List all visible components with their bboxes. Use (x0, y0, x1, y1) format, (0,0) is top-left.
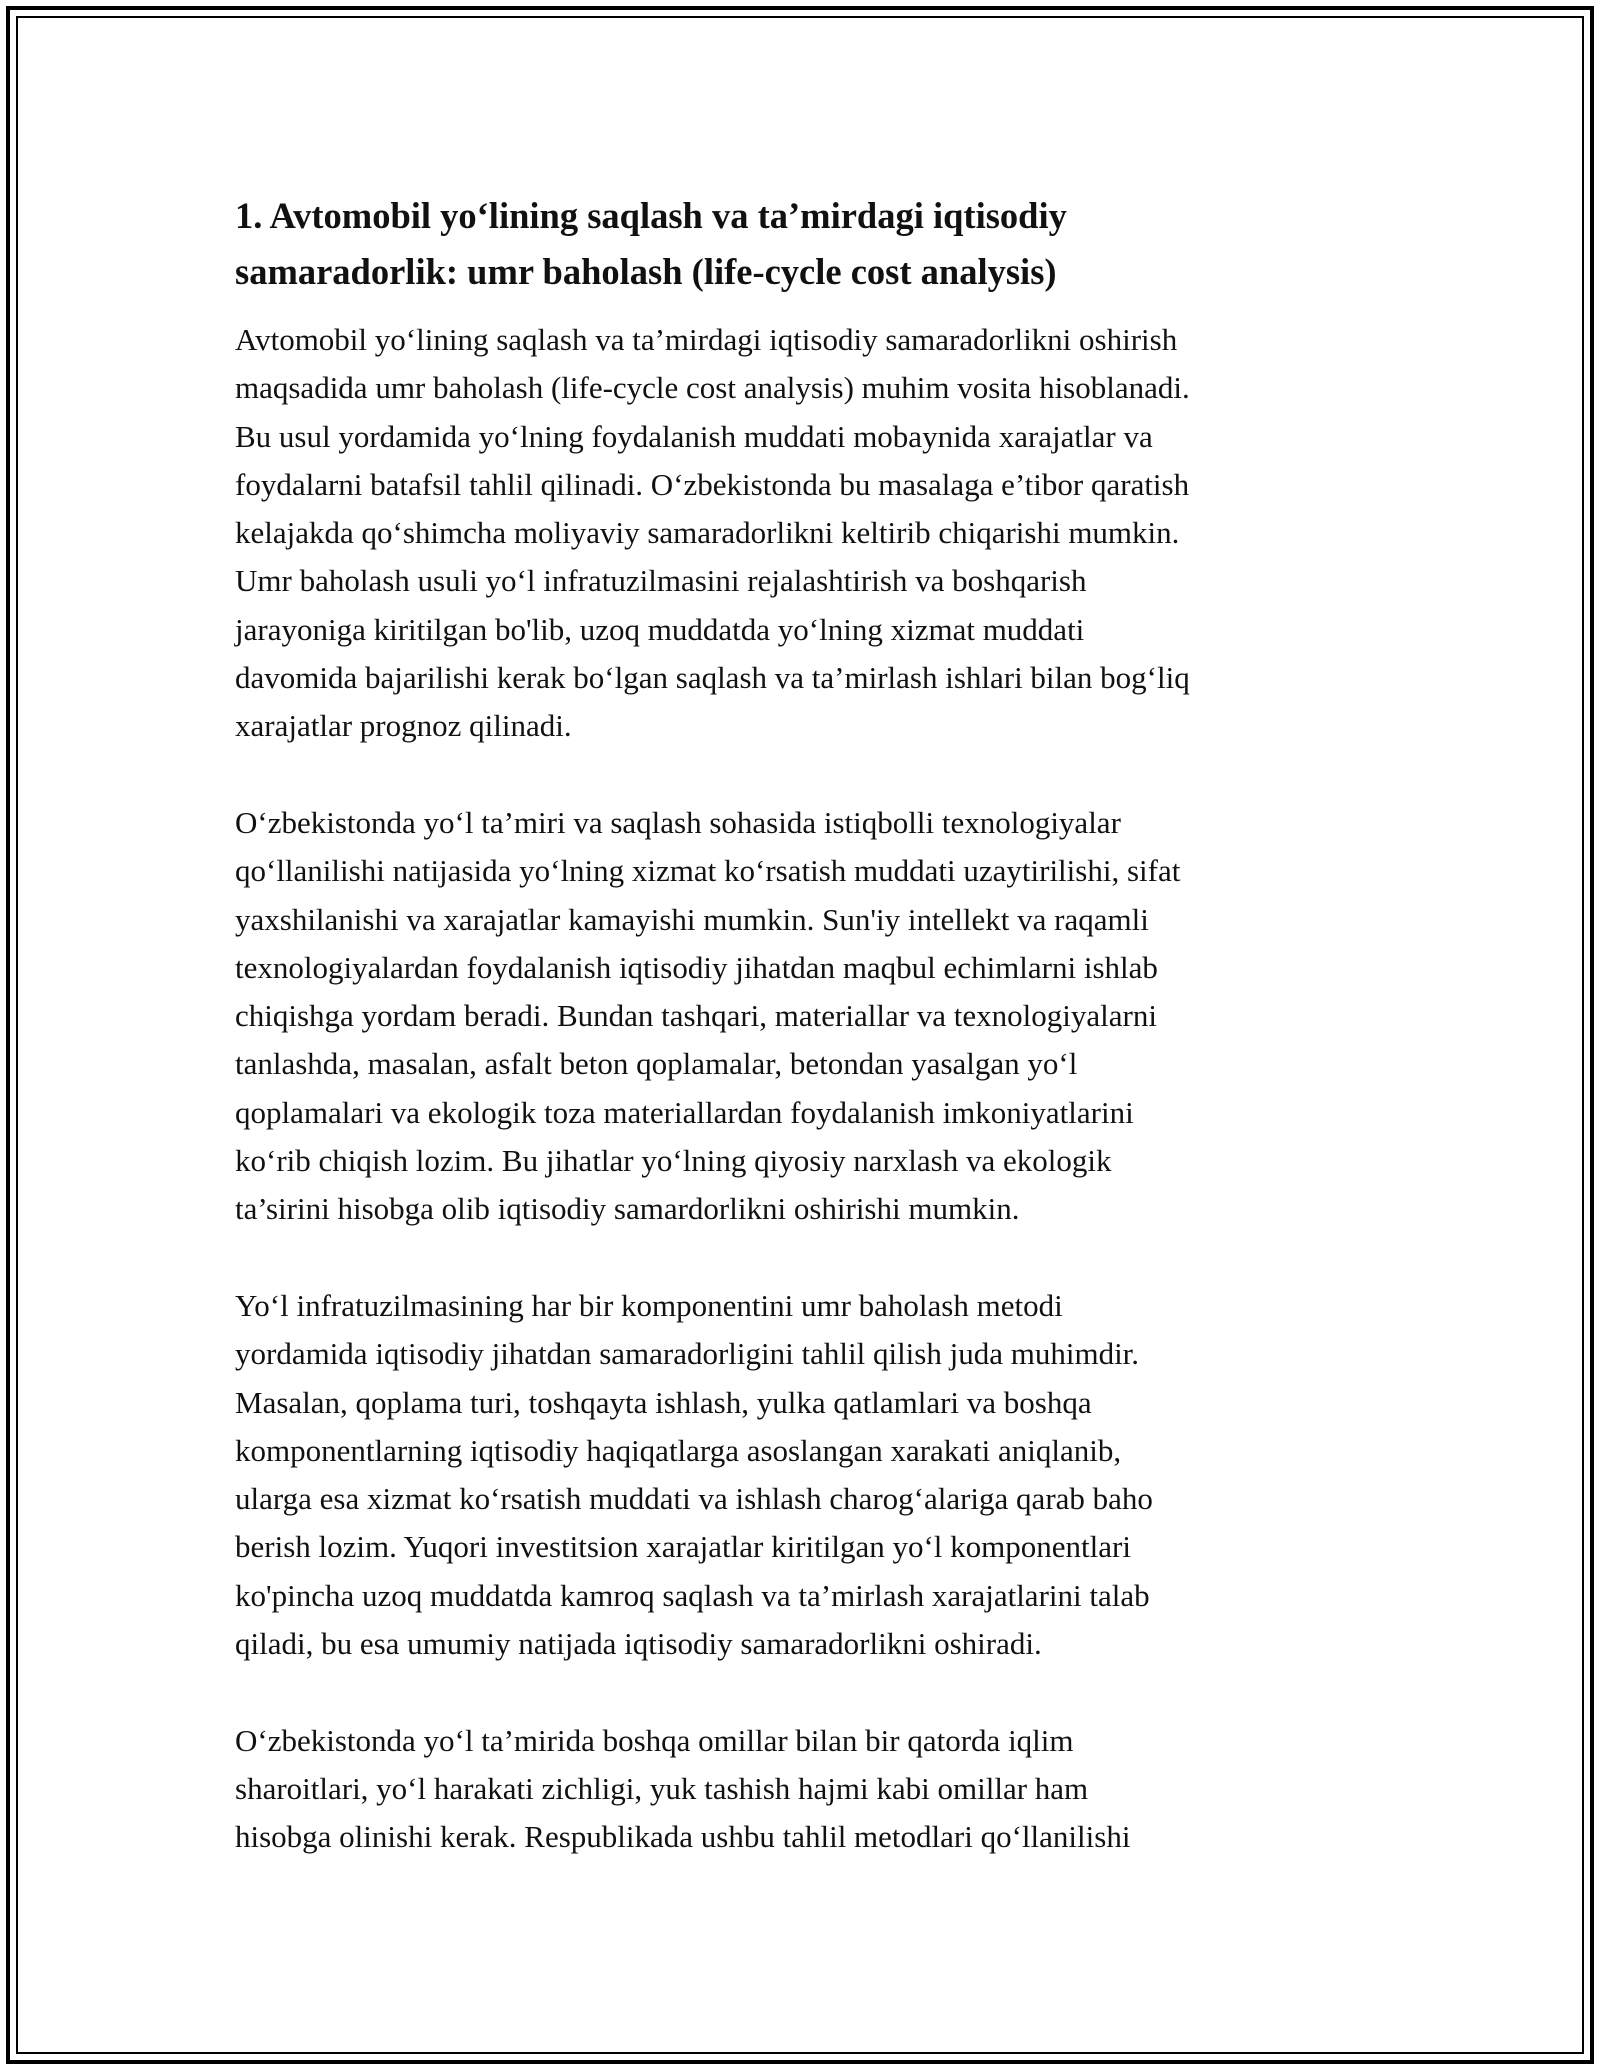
paragraph-line: tanlashda, masalan, asfalt beton qoplamalar, betondan yasalgan yo‘l (235, 1046, 1078, 1082)
paragraph-line: xarajatlar prognoz qilinadi. (235, 708, 572, 744)
paragraph-line: ko'pincha uzoq muddatda kamroq saqlash va ta’mirlash xarajatlarini talab (235, 1577, 1150, 1613)
section-title (235, 188, 1380, 300)
paragraph (235, 316, 1380, 751)
paragraph-line: komponentlarning iqtisodiy haqiqatlarga asoslangan xarakati aniqlanib, (235, 1432, 1122, 1468)
paragraph-line: yordamida iqtisodiy jihatdan samaradorligini tahlil qilish juda muhimdir. (235, 1336, 1140, 1372)
paragraph-line: Masalan, qoplama turi, toshqayta ishlash, yulka qatlamlari va boshqa (235, 1384, 1092, 1420)
paragraph-line: jarayoniga kiritilgan bo'lib, uzoq muddatda yo‘lning xizmat muddati (235, 611, 1085, 647)
paragraph-line: foydalarni batafsil tahlil qilinadi. O‘zbekistonda bu masalaga e’tibor qaratish (235, 466, 1190, 502)
paragraph-line: Bu usul yordamida yo‘lning foydalanish muddati mobaynida xarajatlar va (235, 418, 1153, 454)
paragraph-line: texnologiyalardan foydalanish iqtisodiy jihatdan maqbul echimlarni ishlab (235, 949, 1158, 985)
paragraph-line: Avtomobil yo‘lining saqlash va ta’mirdagi iqtisodiy samaradorlikni oshirish (235, 322, 1178, 357)
title-line: samaradorlik: umr baholash (life-cycle cost analysis) (235, 251, 1057, 292)
paragraph-line: Umr baholash usuli yo‘l infratuzilmasini rejalashtirish va boshqarish (235, 563, 1087, 599)
title-line: 1. Avtomobil yo‘lining saqlash va ta’mirdagi iqtisodiy (235, 195, 1067, 236)
paragraph-line: ta’sirini hisobga olib iqtisodiy samardorlikni oshirishi mumkin. (235, 1191, 1020, 1227)
document-body (235, 188, 1380, 1910)
paragraph-line: qoplamalari va ekologik toza materiallardan foydalanish imkoniyatlarini (235, 1094, 1134, 1130)
paragraph-line: qo‘llanilishi natijasida yo‘lning xizmat ko‘rsatish muddati uzaytirilishi, sifat (235, 853, 1181, 889)
paragraph-line: ko‘rib chiqish lozim. Bu jihatlar yo‘lning qiyosiy narxlash va ekologik (235, 1143, 1112, 1179)
paragraph-line: kelajakda qo‘shimcha moliyaviy samaradorlikni keltirib chiqarishi mumkin. (235, 515, 1180, 551)
paragraph-list (235, 316, 1380, 1862)
paragraph-line: ularga esa xizmat ko‘rsatish muddati va ishlash charog‘alariga qarab baho (235, 1481, 1153, 1517)
paragraph-line: Yo‘l infratuzilmasining har bir komponentini umr baholash metodi (235, 1287, 1063, 1323)
paragraph (235, 1282, 1380, 1668)
paragraph-line: qiladi, bu esa umumiy natijada iqtisodiy samaradorlikni oshiradi. (235, 1626, 1042, 1662)
paragraph (235, 1717, 1380, 1862)
paragraph-line: berish lozim. Yuqori investitsion xarajatlar kiritilgan yo‘l komponentlari (235, 1529, 1131, 1565)
paragraph-line: yaxshilanishi va xarajatlar kamayishi mumkin. Sun'iy intellekt va raqamli (235, 901, 1149, 937)
paragraph-line: O‘zbekistonda yo‘l ta’miri va saqlash sohasida istiqbolli texnologiyalar (235, 804, 1121, 840)
paragraph (235, 799, 1380, 1234)
paragraph-line: davomida bajarilishi kerak bo‘lgan saqlash va ta’mirlash ishlari bilan bog‘liq (235, 660, 1190, 696)
paragraph-line: hisobga olinishi kerak. Respublikada ushbu tahlil metodlari qo‘llanilishi (235, 1819, 1131, 1855)
paragraph-line: maqsadida umr baholash (life-cycle cost analysis) muhim vosita hisoblanadi. (235, 370, 1190, 406)
paragraph-line: sharoitlari, yo‘l harakati zichligi, yuk tashish hajmi kabi omillar ham (235, 1770, 1089, 1806)
paragraph-line: chiqishga yordam beradi. Bundan tashqari, materiallar va texnologiyalarni (235, 998, 1157, 1034)
paragraph-line: O‘zbekistonda yo‘l ta’mirida boshqa omillar bilan bir qatorda iqlim (235, 1722, 1074, 1758)
